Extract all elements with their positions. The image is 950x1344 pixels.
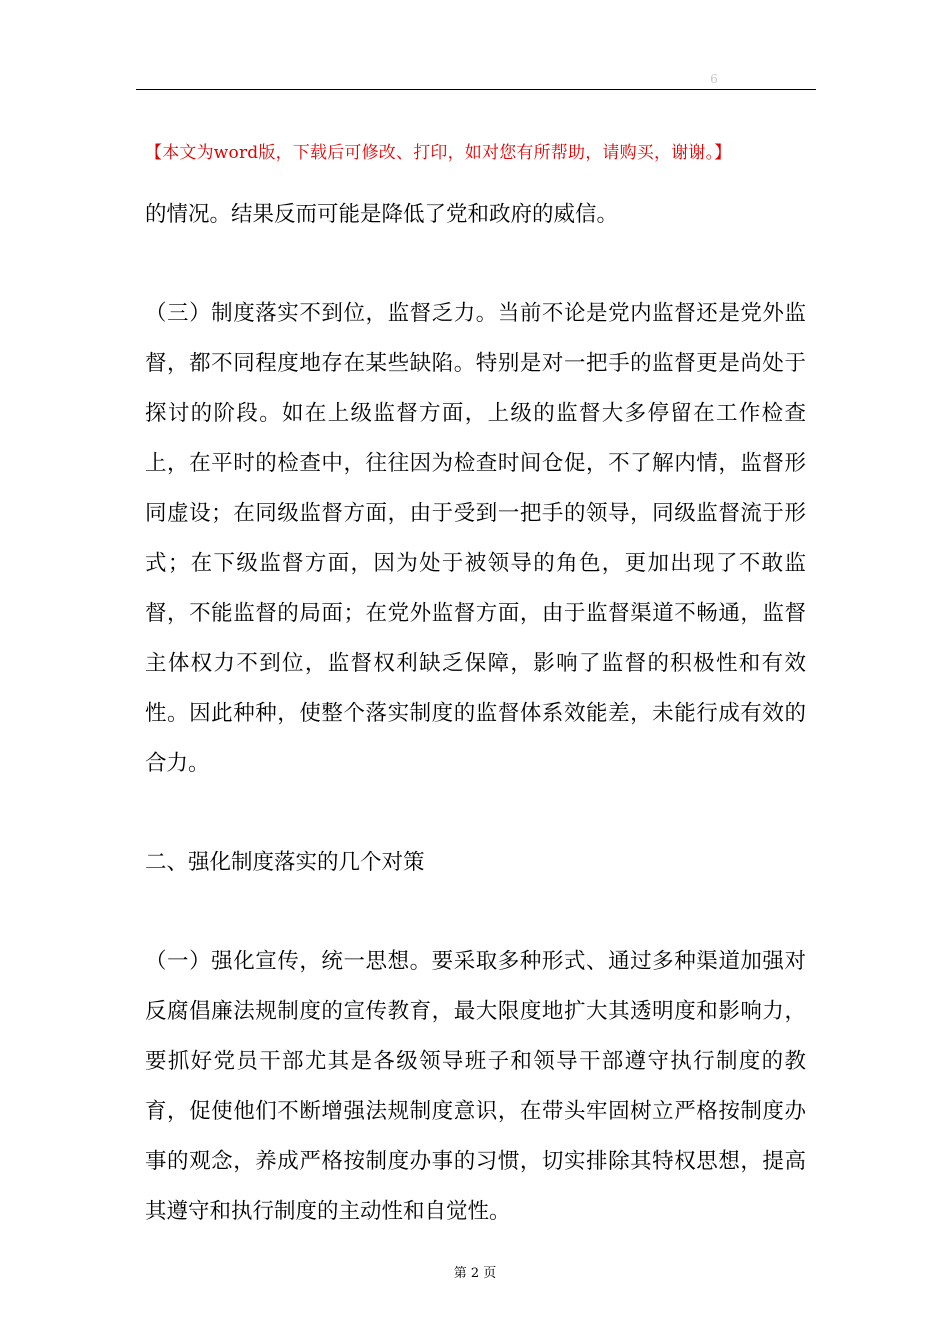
paragraph-publicity: （一）强化宣传，统一思想。要采取多种形式、通过多种渠道加强对反腐倡廉法规制度的宣传教育，最大限度地扩大其透明度和影响力，要抓好党员干部尤其是各级领导班子和领导干部遵守执行制度的教育，促使他们不断增强法规制度意识，在带头牢固树立严格按制度办事的观念，养成严格按制度办事的习惯，切实排除其特权思想，提高其遵守和执行制度的主动性和自觉性。 [145, 949, 806, 1224]
header-page-number: 6 [710, 72, 718, 86]
document-body [145, 190, 806, 1286]
section-heading: 二、强化制度落实的几个对策 [145, 850, 425, 875]
paragraph-continuation: 的情况。结果反而可能是降低了党和政府的威信。 [145, 202, 619, 227]
header-divider [136, 89, 816, 90]
footer-page-label: 第 2 页 [453, 1266, 497, 1281]
paragraph-supervision: （三）制度落实不到位，监督乏力。当前不论是党内监督还是党外监督，都不同程度地存在某些缺陷。特别是对一把手的监督更是尚处于探讨的阶段。如在上级监督方面，上级的监督大多停留在工作检查上，在平时的检查中，往往因为检查时间仓促，不了解内情，监督形同虚设；在同级监督方面，由于受到一把手的领导，同级监督流于形式；在下级监督方面，因为处于被领导的角色，更加出现了不敢监督，不能监督的局面；在党外监督方面，由于监督渠道不畅通，监督主体权力不到位，监督权利缺乏保障，影响了监督的积极性和有效性。因此种种，使整个落实制度的监督体系效能差，未能行成有效的合力。 [145, 301, 806, 776]
download-notice: 【本文为word版，下载后可修改、打印，如对您有所帮助，请购买，谢谢。】 [145, 143, 732, 163]
